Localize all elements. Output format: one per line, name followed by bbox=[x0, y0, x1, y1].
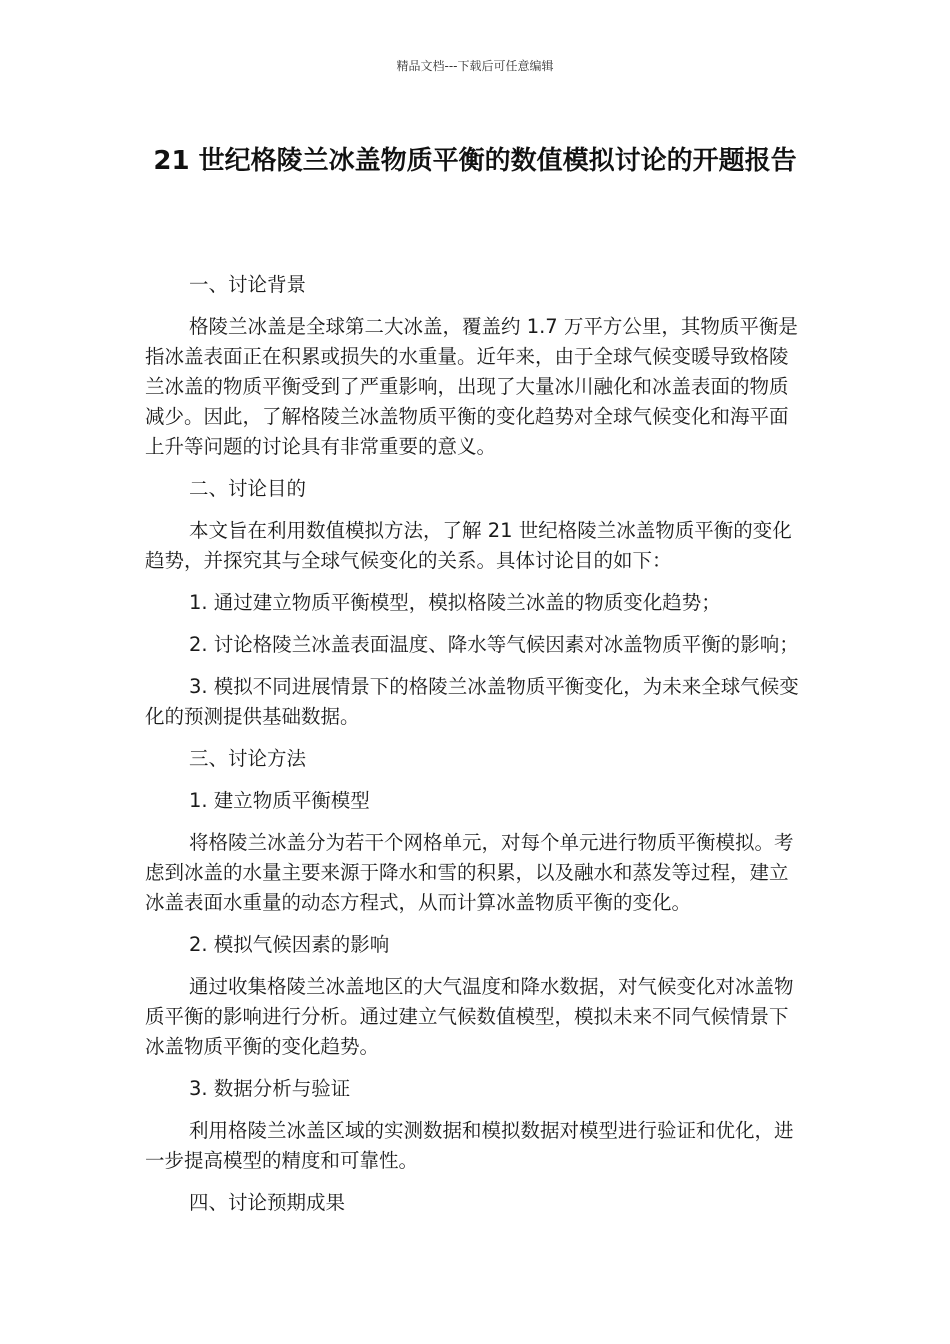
method-paragraph-3: 利用格陵兰冰盖区域的实测数据和模拟数据对模型进行验证和优化，进一步提高模型的精度和可靠性。 bbox=[145, 1119, 794, 1172]
document-body bbox=[145, 270, 807, 1230]
page-header: 精品文档---下载后可任意编辑 bbox=[396, 59, 554, 73]
paragraph-background: 格陵兰冰盖是全球第二大冰盖，覆盖约 1.7 万平方公里，其物质平衡是指冰盖表面正在积累或损失的水重量。近年来，由于全球气候变暖导致格陵兰冰盖的物质平衡受到了严重影响，出现了大量冰川融化和冰盖表面的物质减少。因此，了解格陵兰冰盖物质平衡的变化趋势对全球气候变化和海平面上升等问题的讨论具有非常重要的意义。 bbox=[145, 315, 798, 458]
objective-item-3: 3. 模拟不同进展情景下的格陵兰冰盖物质平衡变化，为未来全球气候变化的预测提供基础数据。 bbox=[145, 675, 799, 728]
method-heading-1: 1. 建立物质平衡模型 bbox=[189, 789, 370, 812]
paragraph-objectives-intro: 本文旨在利用数值模拟方法，了解 21 世纪格陵兰冰盖物质平衡的变化趋势，并探究其与全球气候变化的关系。具体讨论目的如下： bbox=[145, 519, 792, 572]
method-heading-2: 2. 模拟气候因素的影响 bbox=[189, 933, 390, 956]
document-title: 21 世纪格陵兰冰盖物质平衡的数值模拟讨论的开题报告 bbox=[153, 146, 797, 176]
section-heading-background: 一、讨论背景 bbox=[189, 273, 307, 296]
section-heading-objectives: 二、讨论目的 bbox=[189, 477, 307, 500]
objective-item-1: 1. 通过建立物质平衡模型，模拟格陵兰冰盖的物质变化趋势； bbox=[189, 591, 721, 614]
method-paragraph-1: 将格陵兰冰盖分为若干个网格单元，对每个单元进行物质平衡模拟。考虑到冰盖的水量主要来源于降水和雪的积累，以及融水和蒸发等过程，建立冰盖表面水重量的动态方程式，从而计算冰盖物质平衡的变化。 bbox=[145, 831, 794, 914]
method-heading-3: 3. 数据分析与验证 bbox=[189, 1077, 351, 1100]
method-paragraph-2: 通过收集格陵兰冰盖地区的大气温度和降水数据，对气候变化对冰盖物质平衡的影响进行分析。通过建立气候数值模型，模拟未来不同气候情景下冰盖物质平衡的变化趋势。 bbox=[145, 975, 794, 1058]
section-heading-methods: 三、讨论方法 bbox=[189, 747, 307, 770]
objective-item-2: 2. 讨论格陵兰冰盖表面温度、降水等气候因素对冰盖物质平衡的影响； bbox=[189, 633, 799, 656]
section-heading-expected-results: 四、讨论预期成果 bbox=[189, 1191, 346, 1214]
